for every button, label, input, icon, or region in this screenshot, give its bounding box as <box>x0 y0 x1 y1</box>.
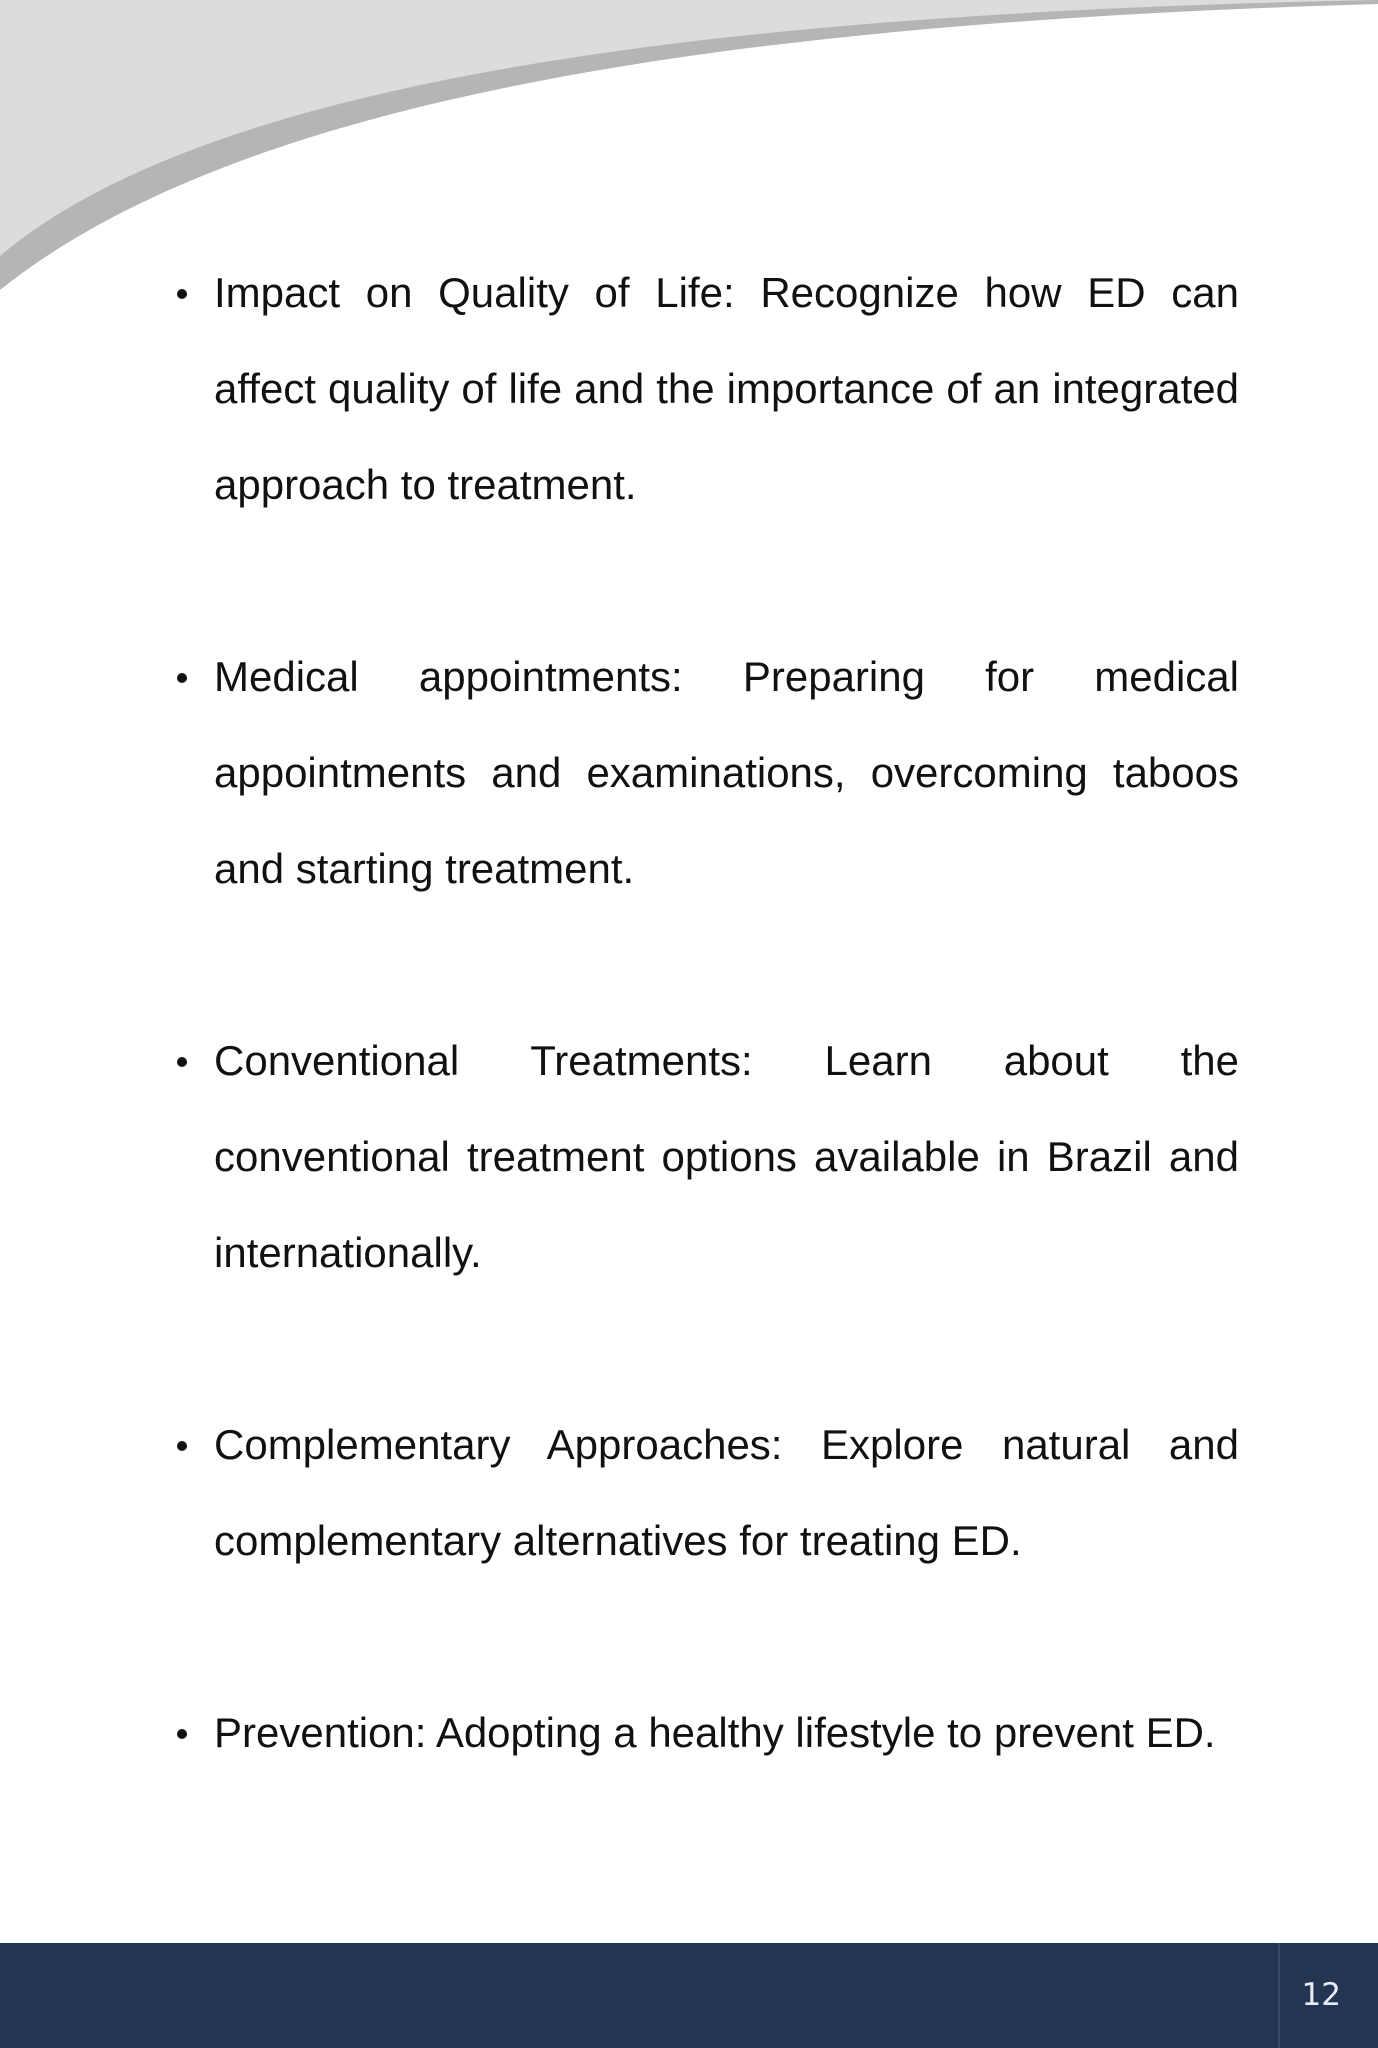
bullet-dot-icon <box>177 1729 187 1739</box>
list-item <box>214 1013 1239 1301</box>
list-item-text: Medical appointments: Preparing for medical appointments and examinations, overcoming taboos and starting treatment. <box>214 653 1239 892</box>
corner-swoosh-light-band <box>0 0 1378 256</box>
list-item-text: Prevention: Adopting a healthy lifestyle to prevent ED. <box>214 1709 1216 1756</box>
content-area <box>214 245 1239 1781</box>
footer-divider <box>1278 1943 1280 2048</box>
list-item <box>214 629 1239 917</box>
list-item <box>214 1397 1239 1589</box>
bullet-dot-icon <box>177 673 187 683</box>
list-item-text: Complementary Approaches: Explore natural and complementary alternatives for treating ED. <box>214 1421 1239 1564</box>
list-item <box>214 1685 1239 1781</box>
bullet-list <box>214 245 1239 1781</box>
bullet-dot-icon <box>177 1057 187 1067</box>
bullet-dot-icon <box>177 1441 187 1451</box>
footer-bar <box>0 1943 1378 2048</box>
bullet-dot-icon <box>177 289 187 299</box>
list-item-text: Impact on Quality of Life: Recognize how ED can affect quality of life and the importance of an integrated approach to treatment. <box>214 269 1239 508</box>
list-item-text: Conventional Treatments: Learn about the conventional treatment options available in Brazil and internationally. <box>214 1037 1239 1276</box>
list-item <box>214 245 1239 533</box>
page-number: 12 <box>1301 1977 1341 2013</box>
